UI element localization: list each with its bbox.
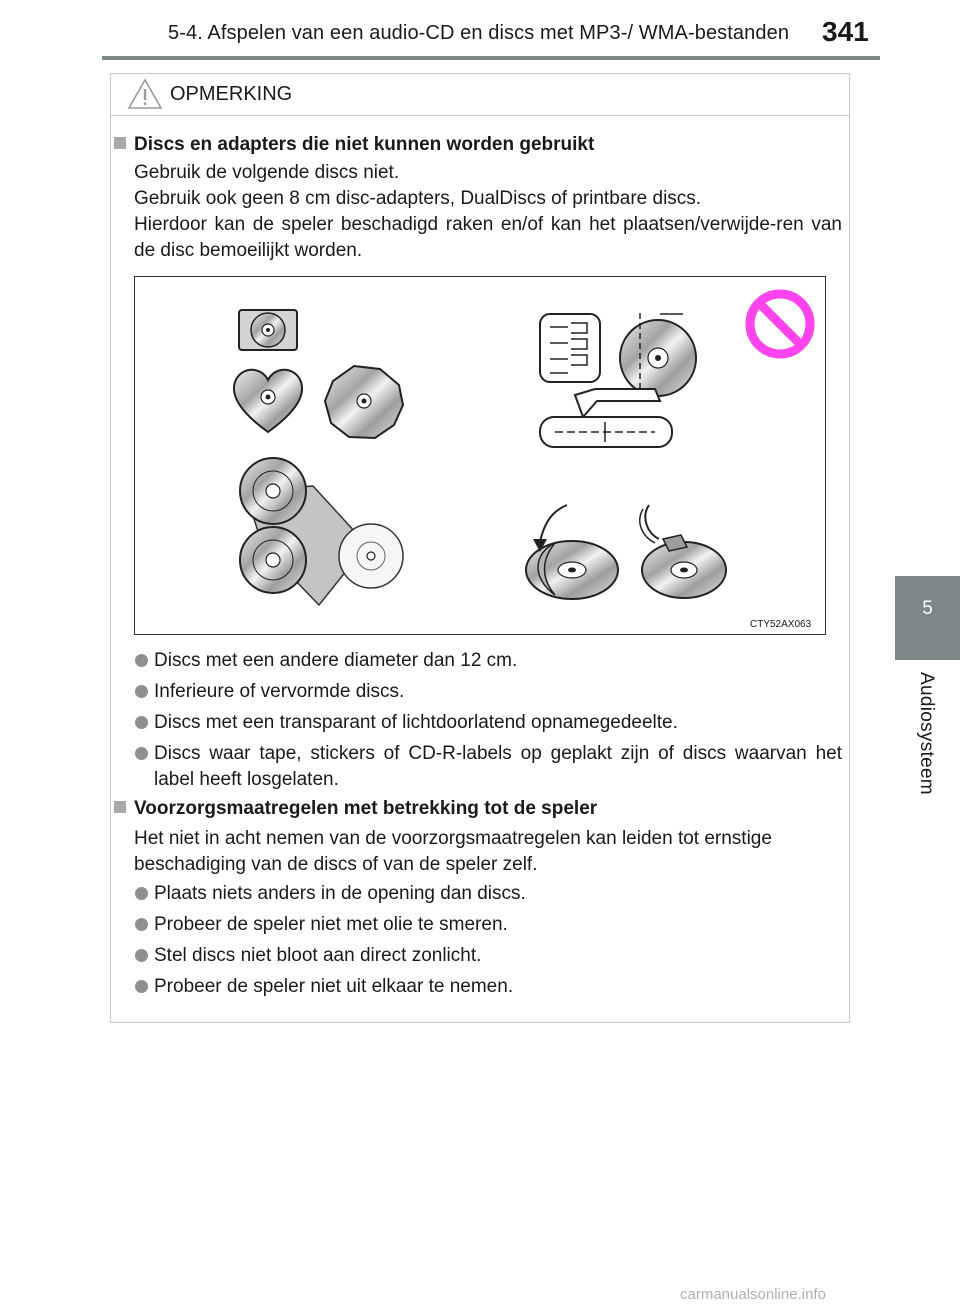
paragraph-line: Gebruik ook geen 8 cm disc-adapters, DualDiscs of printbare discs.	[134, 188, 702, 209]
square-bullet-icon	[114, 801, 126, 813]
bullet-icon	[135, 685, 148, 698]
paragraph-precautions: Het niet in acht nemen van de voorzorgsmaatregelen kan leiden tot ernstige beschadiging van de discs of van de speler zelf.	[134, 828, 772, 875]
list-item	[134, 741, 842, 793]
bullet-icon	[135, 918, 148, 931]
prohibited-icon	[750, 294, 810, 354]
list-item-text: Discs met een andere diameter dan 12 cm.	[154, 650, 518, 671]
section-heading-unusable-discs	[114, 134, 594, 156]
octagonal-disc-icon	[325, 366, 403, 438]
watermark: carmanualsonline.info	[680, 1286, 826, 1303]
figure-code: CTY52AX063	[750, 619, 812, 630]
unusable-discs-illustration	[134, 276, 826, 635]
list-item-text: Probeer de speler niet uit elkaar te nemen.	[154, 976, 514, 997]
disc-player-icon	[540, 313, 696, 447]
taped-disc-icon	[640, 505, 726, 598]
list-item	[134, 974, 842, 1000]
transparent-disc-icon	[240, 458, 403, 605]
note-label: OPMERKING	[170, 83, 293, 105]
list-item-text: Discs waar tape, stickers of CD-R-labels op geplakt zijn of discs waarvan het label heeft losgelaten.	[154, 743, 842, 790]
heart-shaped-disc-icon	[234, 370, 302, 432]
bullet-icon	[135, 716, 148, 729]
header-rule	[102, 56, 880, 60]
chapter-number: 5	[922, 598, 933, 619]
list-item	[134, 912, 842, 938]
list-item	[134, 679, 842, 705]
chapter-label: Audiosysteem	[916, 672, 937, 795]
section-heading-text: Voorzorgsmaatregelen met betrekking tot de speler	[134, 798, 598, 819]
list-item	[134, 943, 842, 969]
bullet-icon	[135, 887, 148, 900]
bullet-icon	[135, 747, 148, 760]
small-disc-icon	[239, 310, 297, 350]
list-item-text: Stel discs niet bloot aan direct zonlicht.	[154, 945, 482, 966]
list-item-text: Inferieure of vervormde discs.	[154, 681, 405, 702]
list-item	[134, 648, 842, 674]
paragraph-line: Gebruik de volgende discs niet.	[134, 162, 400, 183]
bullet-icon	[135, 980, 148, 993]
header-title: 5-4. Afspelen van een audio-CD en discs met MP3-/ WMA-bestanden	[168, 22, 790, 44]
bullet-icon	[135, 949, 148, 962]
bullet-icon	[135, 654, 148, 667]
list-item-text: Plaats niets anders in de opening dan discs.	[154, 883, 526, 904]
list-item-text: Discs met een transparant of lichtdoorlatend opnamegedeelte.	[154, 712, 678, 733]
list-item	[134, 881, 842, 907]
section-heading-text: Discs en adapters die niet kunnen worden gebruikt	[134, 134, 595, 155]
page-number: 341	[822, 16, 869, 47]
paragraph-warning: Hierdoor kan de speler beschadigd raken en/of kan het plaatsen/verwijde-ren van de disc bemoeilijkt worden.	[134, 214, 842, 261]
square-bullet-icon	[114, 137, 126, 149]
section-heading-player-precautions	[114, 798, 597, 820]
warning-icon	[127, 78, 163, 110]
list-item	[134, 710, 842, 736]
peeling-label-disc-icon	[526, 505, 618, 599]
list-item-text: Probeer de speler niet met olie te smeren.	[154, 914, 508, 935]
